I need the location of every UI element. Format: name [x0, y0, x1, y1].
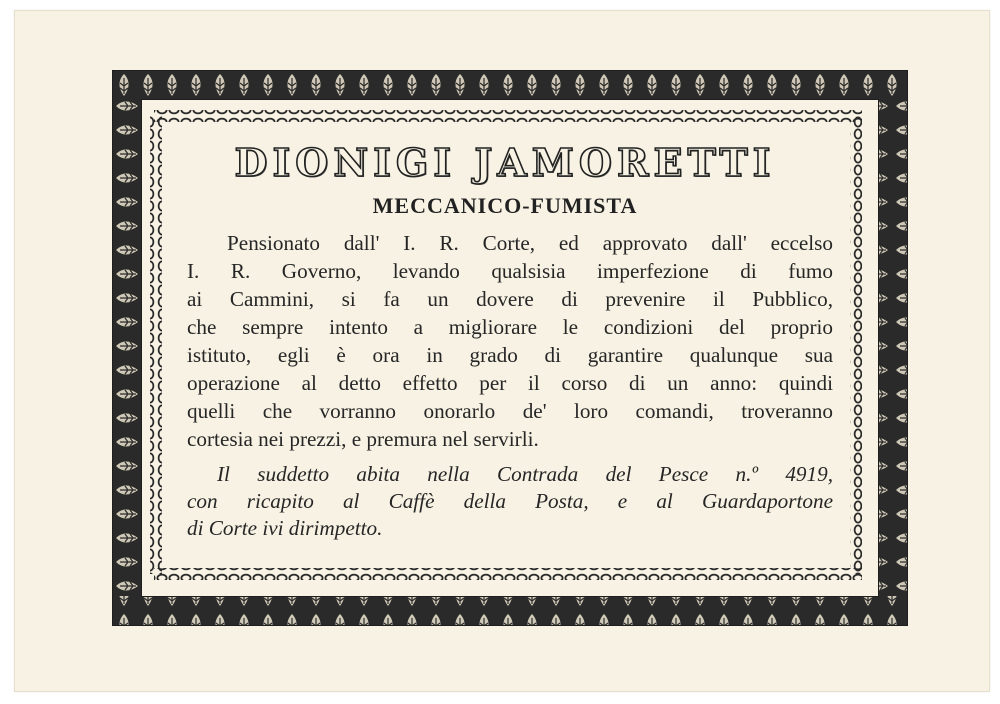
- card-subtitle: MECCANICO-FUMISTA: [372, 193, 638, 218]
- address-line: di Corte ivi dirimpetto.: [187, 516, 383, 540]
- address-paragraph: [175, 461, 835, 542]
- address-line: Il suddetto abita nella Contrada del Pesce n.º 4919,: [217, 462, 833, 486]
- body-line: cortesia nei prezzi, e premura nel servirli.: [187, 427, 539, 451]
- card-content: [175, 130, 835, 570]
- body-paragraph: [175, 229, 835, 453]
- body-line: I. R. Governo, levando qualsisia imperfezione di fumo: [187, 259, 833, 283]
- body-line: istituto, egli è ora in grado di garantire qualunque sua: [187, 343, 833, 367]
- body-line: Pensionato dall' I. R. Corte, ed approvato dall' eccelso: [227, 231, 833, 255]
- body-line: che sempre intento a migliorare le condizioni del proprio: [187, 315, 833, 339]
- card-title: DIONIGI JAMORETTI: [234, 140, 776, 185]
- address-line: con ricapito al Caffè della Posta, e al Guardaportone: [187, 489, 833, 513]
- body-line: ai Cammini, si fa un dovere di prevenire il Pubblico,: [187, 287, 833, 311]
- body-line: quelli che vorranno onorarlo de' loro comandi, troveranno: [187, 399, 833, 423]
- body-line: operazione al detto effetto per il corso di un anno: quindi: [187, 371, 833, 395]
